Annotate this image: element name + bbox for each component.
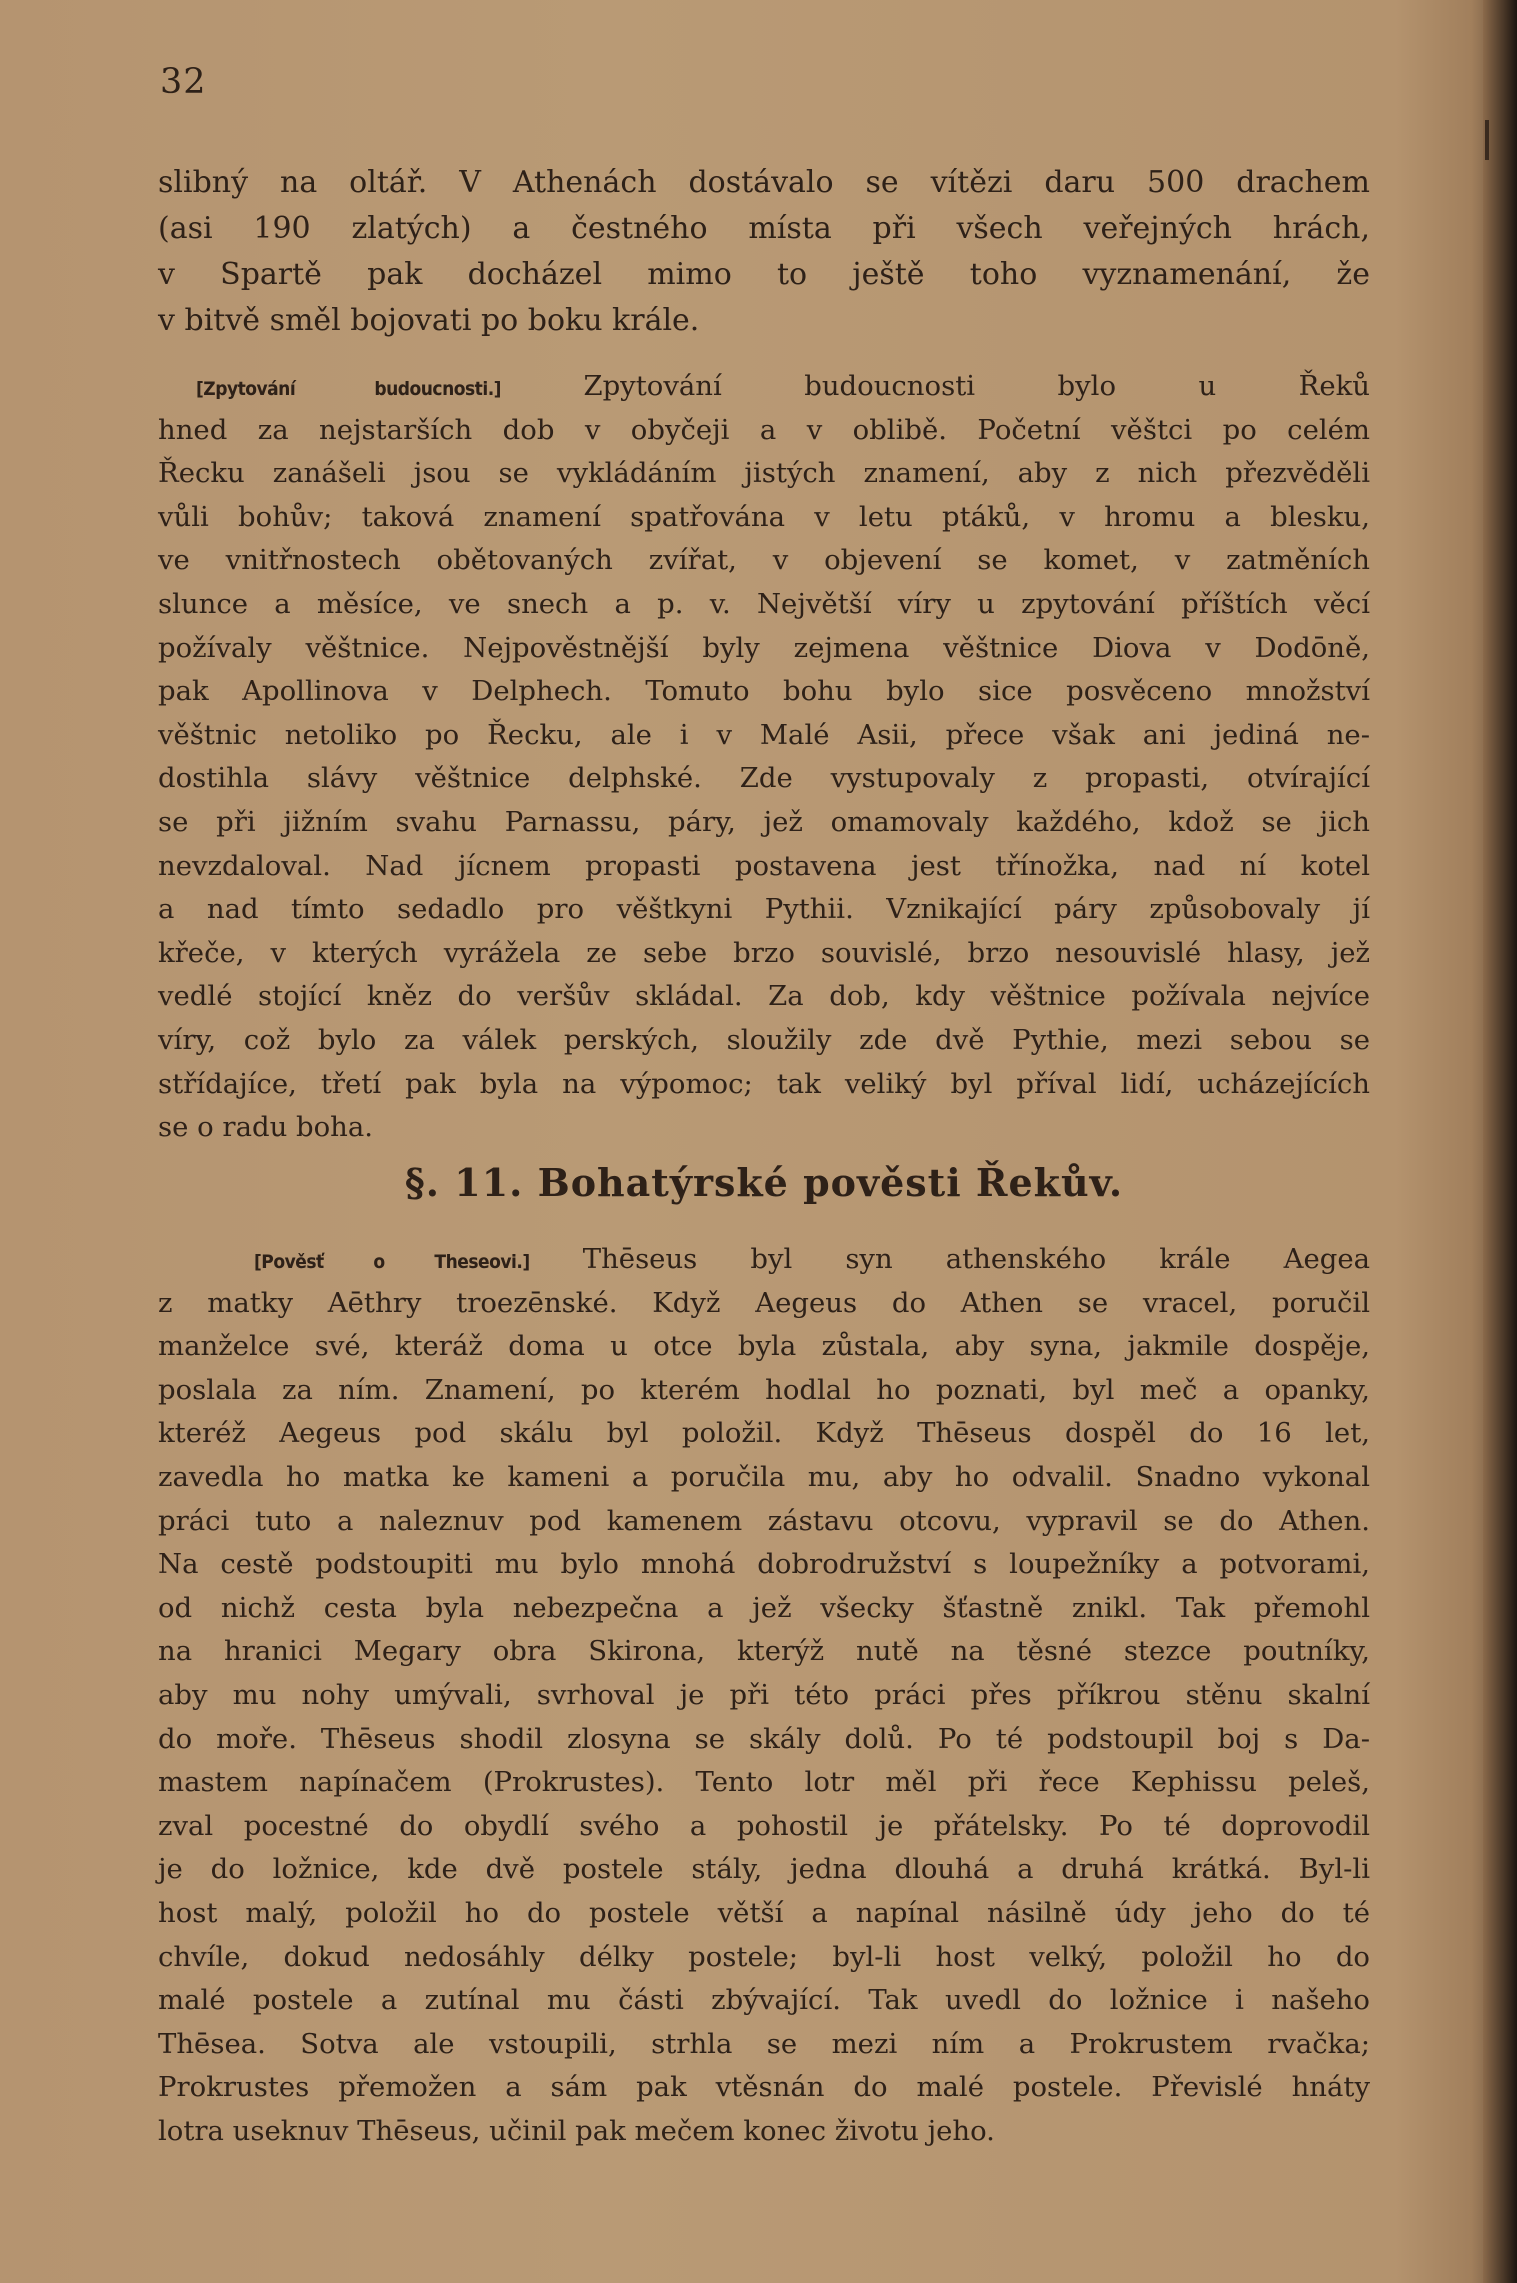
first-line — [158, 365, 1370, 409]
text-line: vedlé stojící kněz do veršův skládal. Za dob, kdy věštnice požívala nejvíce — [158, 980, 1370, 1013]
text-line: Prokrustes přemožen a sám pak vtěsnán do malé postele. Převislé hnáty — [158, 2071, 1370, 2104]
text-line: se o radu boha. — [158, 1111, 374, 1144]
text-line: zval pocestné do obydlí svého a pohostil je přátelsky. Po té doprovodil — [158, 1809, 1370, 1842]
text-line: víry, což bylo za válek perských, sloužily zde dvě Pythie, mezi sebou se — [158, 1023, 1370, 1056]
text-line: je do ložnice, kde dvě postele stály, jedna dlouhá a druhá krátká. Byl-li — [158, 1853, 1370, 1886]
text-line: křeče, v kterých vyrážela ze sebe brzo souvislé, brzo nesouvislé hlasy, jež — [158, 936, 1370, 969]
text-line: host malý, položil ho do postele větší a napínal násilně údy jeho do té — [158, 1896, 1370, 1929]
text-line: dostihla slávy věštnice delphské. Zde vystupovaly z propasti, otvírající — [158, 762, 1370, 795]
first-line-text: Thēseus byl syn athenského krále Aegea — [529, 1243, 1370, 1275]
text-line: chvíle, dokud nedosáhly délky postele; byl-li host velký, položil ho do — [158, 1940, 1370, 1973]
text-line: se při jižním svahu Parnassu, páry, jež omamovaly každého, kdož se jich — [158, 805, 1370, 838]
text-line: na hranici Megary obra Skirona, kterýž nutě na těsné stezce poutníky, — [158, 1635, 1370, 1668]
text-line: aby mu nohy umývali, svrhoval je při této práci přes příkrou stěnu skalní — [158, 1678, 1370, 1711]
text-line: pak Apollinova v Delphech. Tomuto bohu bylo sice posvěceno množství — [158, 675, 1370, 708]
prophecy-paragraph — [158, 365, 1370, 1150]
text-line: (asi 190 zlatých) a čestného místa při všech veřejných hrách, — [158, 211, 1370, 246]
text-line: z matky Aēthry troezēnské. Když Aegeus do Athen se vracel, poručil — [158, 1286, 1370, 1319]
intro-paragraph — [158, 160, 1370, 344]
text-line: do moře. Thēseus shodil zlosyna se skály dolů. Po té podstoupil boj s Da- — [158, 1722, 1370, 1755]
text-line: od nichž cesta byla nebezpečna a jež všecky šťastně znikl. Tak přemohl — [158, 1591, 1370, 1624]
text-line: slunce a měsíce, ve snech a p. v. Největší víry u zpytování příštích věcí — [158, 587, 1370, 620]
text-line: kteréž Aegeus pod skálu byl položil. Když Thēseus dospěl do 16 let, — [158, 1417, 1370, 1450]
text-line: lotra useknuv Thēseus, učinil pak mečem konec životu jeho. — [158, 2114, 995, 2147]
page-number: 32 — [160, 62, 207, 102]
text-line: malé postele a zutínal mu části zbývající. Tak uvedl do ložnice i našeho — [158, 1984, 1370, 2017]
marginal-note: [Zpytování budoucnosti.] — [196, 378, 501, 400]
section-heading: §. 11. Bohatýrské pověsti Řekův. — [404, 1160, 1124, 1205]
text-line: manželce své, kteráž doma u otce byla zůstala, aby syna, jakmile dospěje, — [158, 1330, 1370, 1363]
margin-mark — [1485, 120, 1489, 160]
text-line: mastem napínačem (Prokrustes). Tento lotr měl při řece Kephissu peleš, — [158, 1766, 1370, 1799]
text-line: zavedla ho matka ke kameni a poručila mu, aby ho odvalil. Snadno vykonal — [158, 1460, 1370, 1493]
first-line-text: Zpytování budoucnosti bylo u Řeků — [501, 370, 1370, 402]
first-line — [158, 1238, 1370, 1282]
text-line: v bitvě směl bojovati po boku krále. — [158, 303, 700, 338]
text-line: Thēsea. Sotva ale vstoupili, strhla se mezi ním a Prokrustem rvačka; — [158, 2027, 1370, 2060]
page-edge-shadow — [1483, 0, 1517, 2283]
text-line: nevzdaloval. Nad jícnem propasti postavena jest třínožka, nad ní kotel — [158, 849, 1370, 882]
text-line: střídajíce, třetí pak byla na výpomoc; tak veliký byl příval lidí, ucházejících — [158, 1067, 1370, 1100]
text-line: vůli bohův; taková znamení spatřována v letu ptáků, v hromu a blesku, — [158, 500, 1370, 533]
text-line: ve vnitřnostech obětovaných zvířat, v objevení se komet, v zatměních — [158, 544, 1370, 577]
text-line: Na cestě podstoupiti mu bylo mnohá dobrodružství s loupežníky a potvorami, — [158, 1548, 1370, 1581]
text-line: poslala za ním. Znamení, po kterém hodlal ho poznati, byl meč a opanky, — [158, 1373, 1370, 1406]
text-line: slibný na oltář. V Athenách dostávalo se vítězi daru 500 drachem — [158, 165, 1370, 200]
text-line: hned za nejstarších dob v obyčeji a v oblibě. Početní věštci po celém — [158, 413, 1370, 446]
marginal-note: [Pověsť o Theseovi.] — [254, 1251, 530, 1273]
text-line: v Spartě pak docházel mimo to ještě toho vyznamenání, že — [158, 257, 1370, 292]
text-line: a nad tímto sedadlo pro věštkyni Pythii. Vznikající páry způsobovaly jí — [158, 893, 1370, 926]
text-line: požívaly věštnice. Nejpověstnější byly zejmena věštnice Diova v Dodōně, — [158, 631, 1370, 664]
text-line: věštnic netoliko po Řecku, ale i v Malé Asii, přece však ani jediná ne- — [158, 718, 1370, 751]
theseus-paragraph — [158, 1238, 1370, 2153]
text-line: práci tuto a naleznuv pod kamenem zástavu otcovu, vypravil se do Athen. — [158, 1504, 1370, 1537]
text-line: Řecku zanášeli jsou se vykládáním jistých znamení, aby z nich přezvěděli — [158, 457, 1370, 490]
